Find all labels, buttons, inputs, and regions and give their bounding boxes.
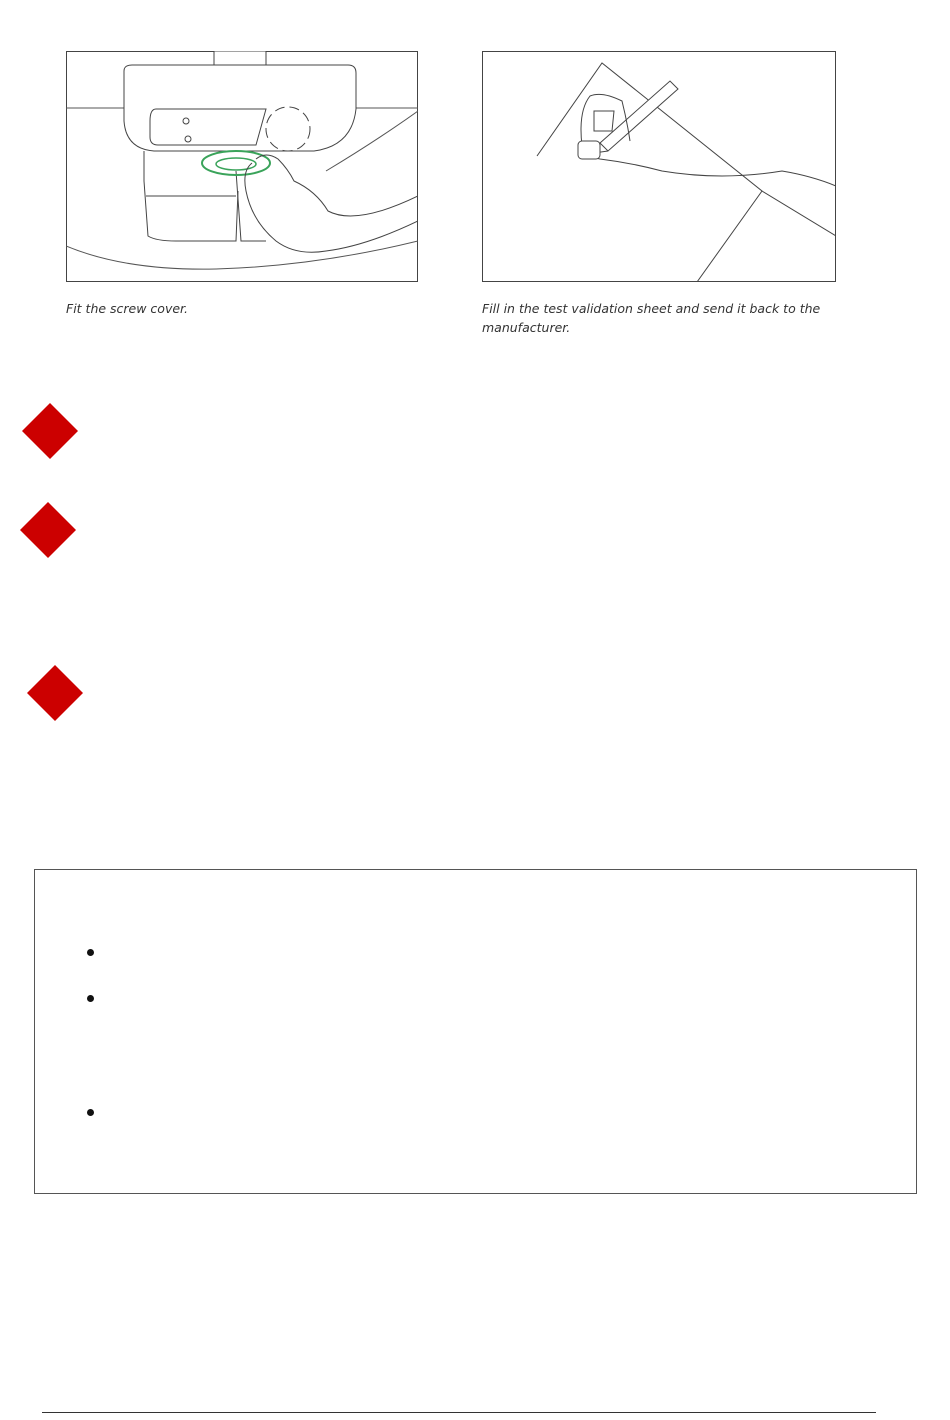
validation-sheet-illustration (482, 51, 836, 282)
bullet-point (87, 949, 94, 956)
screw-cover-illustration (66, 51, 418, 282)
notice-box (34, 869, 917, 1194)
bullet-point (87, 1109, 94, 1116)
footer-divider (42, 1412, 876, 1413)
warning-diamond-icon (22, 403, 78, 459)
bullet-point (87, 995, 94, 1002)
warning-diamond-icon (20, 502, 76, 558)
figure-caption: Fill in the test validation sheet and send it back to the manufacturer. (482, 301, 821, 335)
figure-screw-cover (66, 51, 418, 282)
figure-caption: Fit the screw cover. (66, 301, 189, 316)
warning-diamond-icon (27, 665, 83, 721)
figure-validation-sheet (482, 51, 836, 282)
